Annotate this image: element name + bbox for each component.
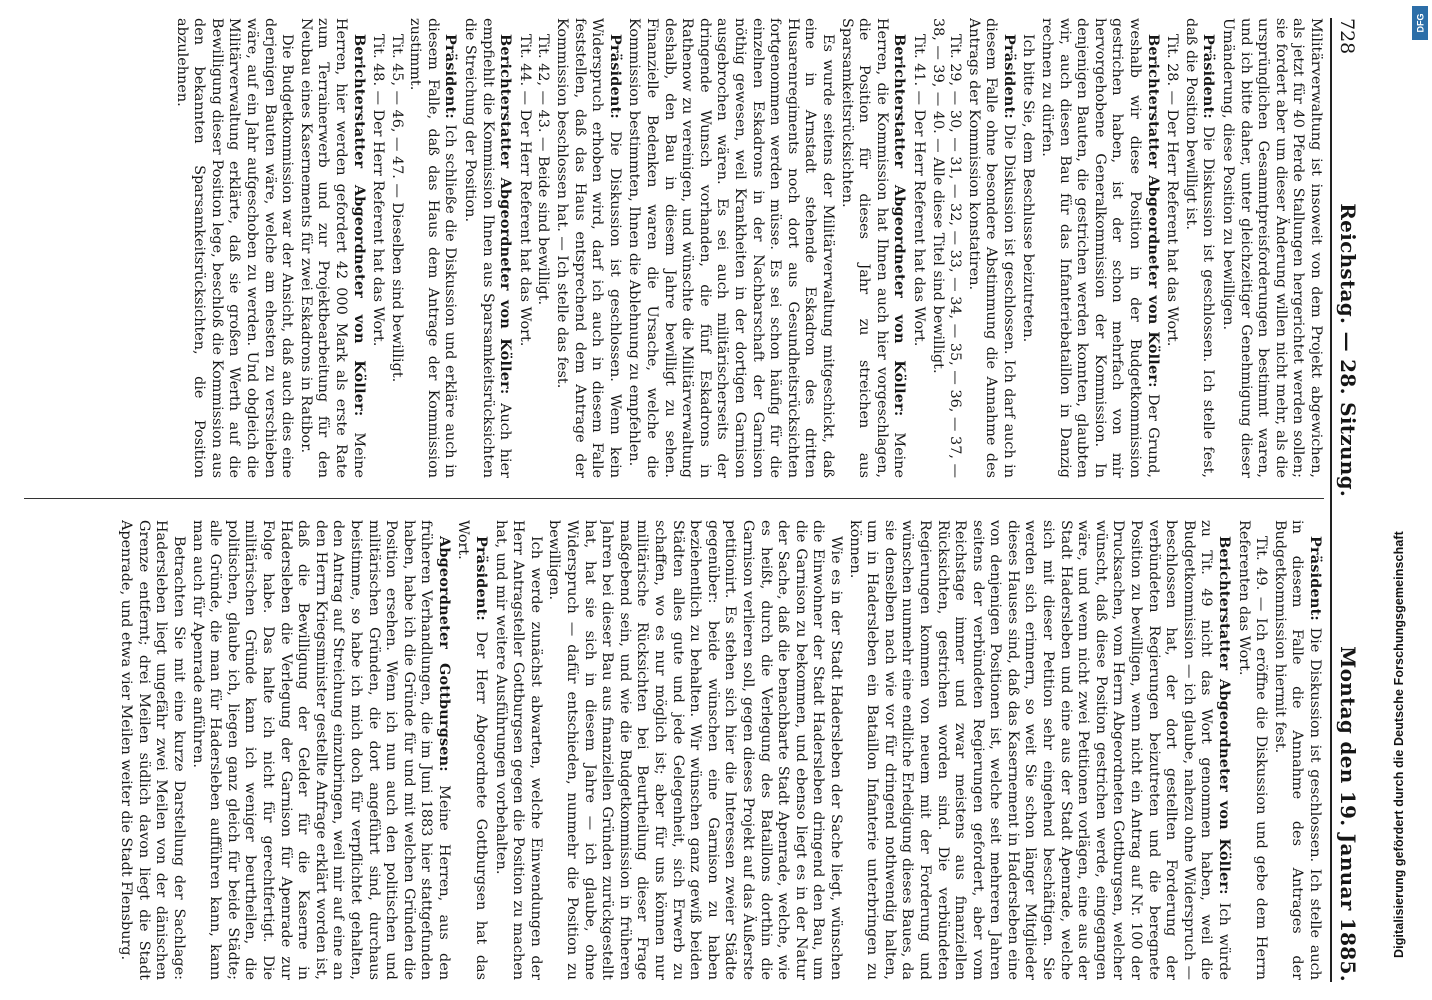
speaker-name: Abgeordneter Gottburgsen: [435, 536, 453, 772]
paragraph [909, 18, 927, 478]
paragraph-text: Tit. 48. — Der Herr Referent hat das Wort. [370, 34, 387, 347]
paragraph [625, 18, 836, 478]
paragraph-text: Auch hier empfiehlt die Kommission Ihnen aus Sparsamkeitsrücksichten die Streichung der Position. [462, 18, 514, 478]
paragraph [552, 18, 623, 478]
paragraph [406, 18, 460, 478]
newspaper-page [2, 0, 1382, 1000]
paragraph [534, 18, 552, 478]
paragraph [545, 520, 844, 980]
paragraph [454, 520, 490, 980]
dfg-logo-icon [1412, 6, 1428, 40]
paragraph-text: Tit. 28. — Der Herr Referent hat das Wort. [1164, 34, 1181, 347]
speaker-name: Berichterstatter Abgeordneter von Köller: [1144, 34, 1162, 388]
paragraph [1234, 520, 1269, 980]
digitization-sidebar [1384, 8, 1430, 992]
speaker-name: Präsident: [606, 34, 624, 119]
paragraph [515, 18, 533, 478]
speaker-name: Berichterstatter Abgeordneter von Köller: [350, 34, 368, 417]
speaker-name: Präsident: [1000, 34, 1018, 119]
speaker-name: Berichterstatter Abgeordneter von Köller: [891, 34, 909, 417]
paragraph [117, 520, 187, 980]
paragraph-text: Der Grund, weshalb wir diese Position in der Budgetkommission gestrichen haben, ist der schon mehrfach von mir hervorgehobene Generalkommission der Kommission. In denjenigen Bauten, die gestrichen werden konnten, glaubten wir, auch diesen Bau für das Infanteriebataillon in Danzig rechnen zu dürfen. [1039, 18, 1161, 478]
sidebar-credit: Digitalisierung gefördert durch die Deutsche Forschungsgemeinschaft [1392, 531, 1406, 958]
paragraph [172, 18, 295, 478]
paragraph-text: Ich schließe die Diskussion und erkläre auch in diesem Falle, daß das Haus dem Antrage der Kommission zustimmt. [407, 18, 459, 478]
paragraph [1270, 520, 1324, 980]
left-column [24, 18, 1324, 478]
paragraph [845, 520, 1233, 980]
speaker-name: Berichterstatter Abgeordneter von Köller: [1216, 536, 1234, 895]
speaker-name: Präsident: [473, 536, 491, 621]
speaker-name: Präsident: [1200, 34, 1218, 119]
paragraph [964, 18, 1018, 478]
paragraph-text: Tit. 49. — Ich eröffne die Diskussion und gebe dem Herrn Referenten das Wort. [1235, 520, 1270, 980]
paragraph-text: Die Budgetkommission war der Ansicht, daß auch dies eine derjenigen Bauten wäre, welche am ehesten zu verschieben wäre, auf ein Jahr aufgeschoben zu werden. Und obgleich die Militärverwaltung erklärte, daß sie großen Werth auf die Bewilligung dieser Position lege, beschloß die Kommission aus den bekannten Sparsamkeitsrücksichten, die Position abzulehnen. [173, 18, 296, 478]
paragraph-text: Tit. 41. — Der Herr Referent hat das Wort. [910, 34, 927, 347]
speaker-name: Präsident: [442, 34, 460, 119]
paragraph [387, 18, 405, 478]
paragraph-text: Die Diskussion ist geschlossen. Ich stelle auch in diesem Falle die Annahme des Antrages der Budgetkommission hiermit fest. [1271, 520, 1323, 980]
paragraph [837, 18, 908, 478]
column-divider [24, 498, 1324, 499]
paragraph-text: Es wurde seitens der Militärverwaltung mitgeschickt, daß eine in Arnstadt stehende Eskadron des dritten Husarenregiments noch dort aus Gesundheitsrücksichten fortgenommen werden müsse. Es sei schon häufig für die einzelnen Eskadrons in der Nachbarschaft der Garnison nöthig gewesen, weil Krankheiten in der dortigen Garnison ausgebrochen wären. Es sei auch militärischerseits der dringende Wunsch vorhanden, die fünf Eskadrons in Rathenow zu vereinigen, und wünschte die Militärverwaltung deshalb, den Bau in diesem Jahre bewilligt zu sehen. Finanzielle Bedenken waren die Ursache, welche die Kommission bestimmten, Ihnen die Ablehnung zu empfehlen. [626, 18, 836, 478]
paragraph-text: Ich werde zunächst abwarten, welche Einwendungen der Herr Antragsteller Gottburgsen gegen die Position zu machen hat, und mir weitere Ausführungen vorbehalten. [492, 520, 544, 980]
page-number: 728 [1336, 18, 1358, 55]
paragraph-text: Wie es in der Stadt Hadersleben der Sache liegt, wünschen die Einwohner der Stadt Hadersleben dringend den Bau, um die Garnison zu bekommen, und ebenso liegt es in der Natur der Sache, daß die benachbarte Stadt Apenrade, welche, wie es heißt, durch die Verlegung des Bataillons dorthin die Garnison verlieren soll, gegen dieses Projekt auf das Äußerste petitionirt. Es stehen sich hier die Interessen zweier Städte gegenüber: beide wünschen eine Garnison zu haben beziehentlich zu behalten. Wir wünschen ganz gewiß beiden Städten alles gute und jede Gelegenheit, sich Erwerb zu schaffen, wo es nur möglich ist; aber für uns können nur militärische Rücksichten bei Beurtheilung dieser Frage maßgebend sein, und wie die Budgetkommission in früheren Jahren bei dieser Bau aus finanziellen Gründen zurückgestellt hat, hat sie sich in diesem Jahre — ich glaube, ohne Widerspruch — dafür entschieden, nunmehr die Position zu bewilligen. [546, 520, 844, 980]
paragraph-text: Tit. 45, — 46, — 47. — Dieselben sind bewilligt. [388, 34, 405, 383]
paragraph-text: Ich bitte Sie, dem Beschlusse beizutreten. [1020, 34, 1037, 343]
page-header [1336, 18, 1370, 982]
paragraph [369, 18, 387, 478]
paragraph-text: Der Herr Abgeordnete Gottburgsen hat das Wort. [455, 520, 490, 980]
paragraph [1038, 18, 1162, 478]
paragraph [1019, 18, 1037, 478]
paragraph-text: Tit. 42, — 43. — Beide sind bewilligt. [535, 34, 552, 306]
paragraph-text: Tit. 44. — Der Herr Referent hat das Wort. [516, 34, 533, 347]
paragraph [491, 520, 544, 980]
header-title: Reichstag. — 28. Sitzung. [1336, 203, 1360, 498]
paragraph-text: Meine Herren, hier werden gefordert 42 000 Mark als erste Rate zum Terrainerwerb und zur Projektbearbeitung für den Neubau eines Kasernements für zwei Eskadrons in Ratibor. [297, 18, 367, 478]
paragraph-text: Tit. 29, — 30, — 31, — 32, — 33, — 34, — 35, — 36, — 37, — 38, — 39, — 40. — Alle diese Titel sind bewilligt. [929, 18, 964, 478]
header-rule [1330, 18, 1332, 982]
speaker-name: Präsident: [1307, 536, 1324, 621]
paragraph [1181, 18, 1217, 478]
paragraph-text: Betrachten Sie mit eine kurze Darstellung der Sachlage: Hadersleben liegt ungefähr zwei Meilen von der dänischen Grenze entfernt; drei Meilen südlich davon liegt die Stadt Apenrade, und etwa vier Meilen weiter die Stadt Flensburg. [118, 520, 187, 980]
right-column [24, 520, 1324, 980]
paragraph-text: Ich würde zu Tit. 49 nicht das Wort genommen haben, weil die Budgetkommission — ich glaube, nahezu ohne Widerspruch — beschlossen hat, der dort gestellten Forderung der verbündeten Regierungen beizutreten und die beregnete Position zu bewilligen, wenn nicht ein Antrag auf Nr. 100 der Drucksachen, vom Herrn Abgeordneten Gottburgsen, welcher wünscht, daß diese Position gestrichen werde, eingegangen wäre, und wenn nicht zwei Petitionen vorlägen, eine aus der Stadt Hadersleben und eine aus der Stadt Apenrade, welche sich mit dieser Petition sehr eingehend beschäftigen. Sie werden sich erinnern, so weit Sie schon länger Mitglieder dieses Hauses sind, daß das Kasernement in Hadersleben eine von denjenigen Positionen ist, welche seit mehreren Jahren seitens der verbündeten Regierungen gefordert, aber vom Reichstage immer und zwar meistens aus finanziellen Rücksichten, gestrichen worden sind. Die verbündeten Regierungen kommen von neuem mit der Forderung und wünschen nunmehr eine endliche Erledigung dieses Baues, da sie denselben nach wie vor für dringend nothwendig halten, um in Hadersleben ein Bataillon Infanterie unterbringen zu können. [846, 520, 1233, 980]
paragraph-text: Die Diskussion ist geschlossen. Wenn kein Widerspruch erhoben wird, darf ich auch in diesem Falle feststellen, daß das Haus entsprechend dem Antrage der Kommission beschlossen hat. — Ich stelle das fest. [554, 18, 623, 478]
paragraph [1163, 18, 1181, 478]
paragraph [928, 18, 963, 478]
paragraph-text: Meine Herren, die Kommission hat Ihnen auch hier vorgeschlagen, die Position für dieses Jahr zu streichen aus Sparsamkeitsrücksichten. [838, 18, 908, 478]
paragraph [461, 18, 515, 478]
paragraph [296, 18, 367, 478]
paragraph [188, 520, 453, 980]
paragraph-text: Die Diskussion ist geschlossen. Ich darf auch in diesem Falle ohne besondere Abstimmung die Annahme des Antrags der Kommission konstatiren. [965, 18, 1017, 478]
dfg-logo-label: DFG [1415, 13, 1425, 33]
speaker-name: Berichterstatter Abgeordneter von Köller: [497, 34, 515, 395]
paragraph-text: Die Diskussion ist geschlossen. Ich stelle fest, daß die Position bewilligt ist. [1182, 18, 1217, 478]
paragraph-text: Meine Herren, aus den früheren Verhandlungen, die im Juni 1883 hier stattgefunden haben, habe ich die Gründe für und mit welchen Gründen die Position ersehen. Wenn ich nun auch den politischen und militärischen Gründen, die dort angeführt sind, durchaus beistimme, so habe ich mich doch für verpflichtet gehalten, den Antrag auf Streichung einzubringen, weil mir auf eine an den Herrn Kriegsminister gestellte Anfrage erklärt worden ist, daß die Bewilligung der Gelder für die Kaserne in Hadersleben die Verlegung der Garnison für Apenrade zur Folge habe. Das halte ich nicht für gerechtfertigt. Die militärischen Gründe kann ich weniger beurtheilen, die politischen, glaube ich, liegen ganz gleich für beide Städte; alle Gründe, die man für Hadersleben aufführen kann, kann man auch für Apenrade anführen. [189, 520, 452, 980]
header-date: Montag den 19. Januar 1885. [1336, 646, 1360, 982]
paragraph [1218, 18, 1324, 478]
paragraph-text: Militärverwaltung ist insoweit von dem Projekt abgewichen, als jetzt für 40 Pferde Stallungen hergerichtet werden sollen; sie fordert aber um dieser Änderung willen nicht mehr, als die ursprünglichen Gesammtpreisforderungen bestimmt waren, und ich bitte daher, unter gleichzeitiger Genehmigung dieser Umänderung, diese Position zu bewilligen. [1220, 18, 1324, 478]
